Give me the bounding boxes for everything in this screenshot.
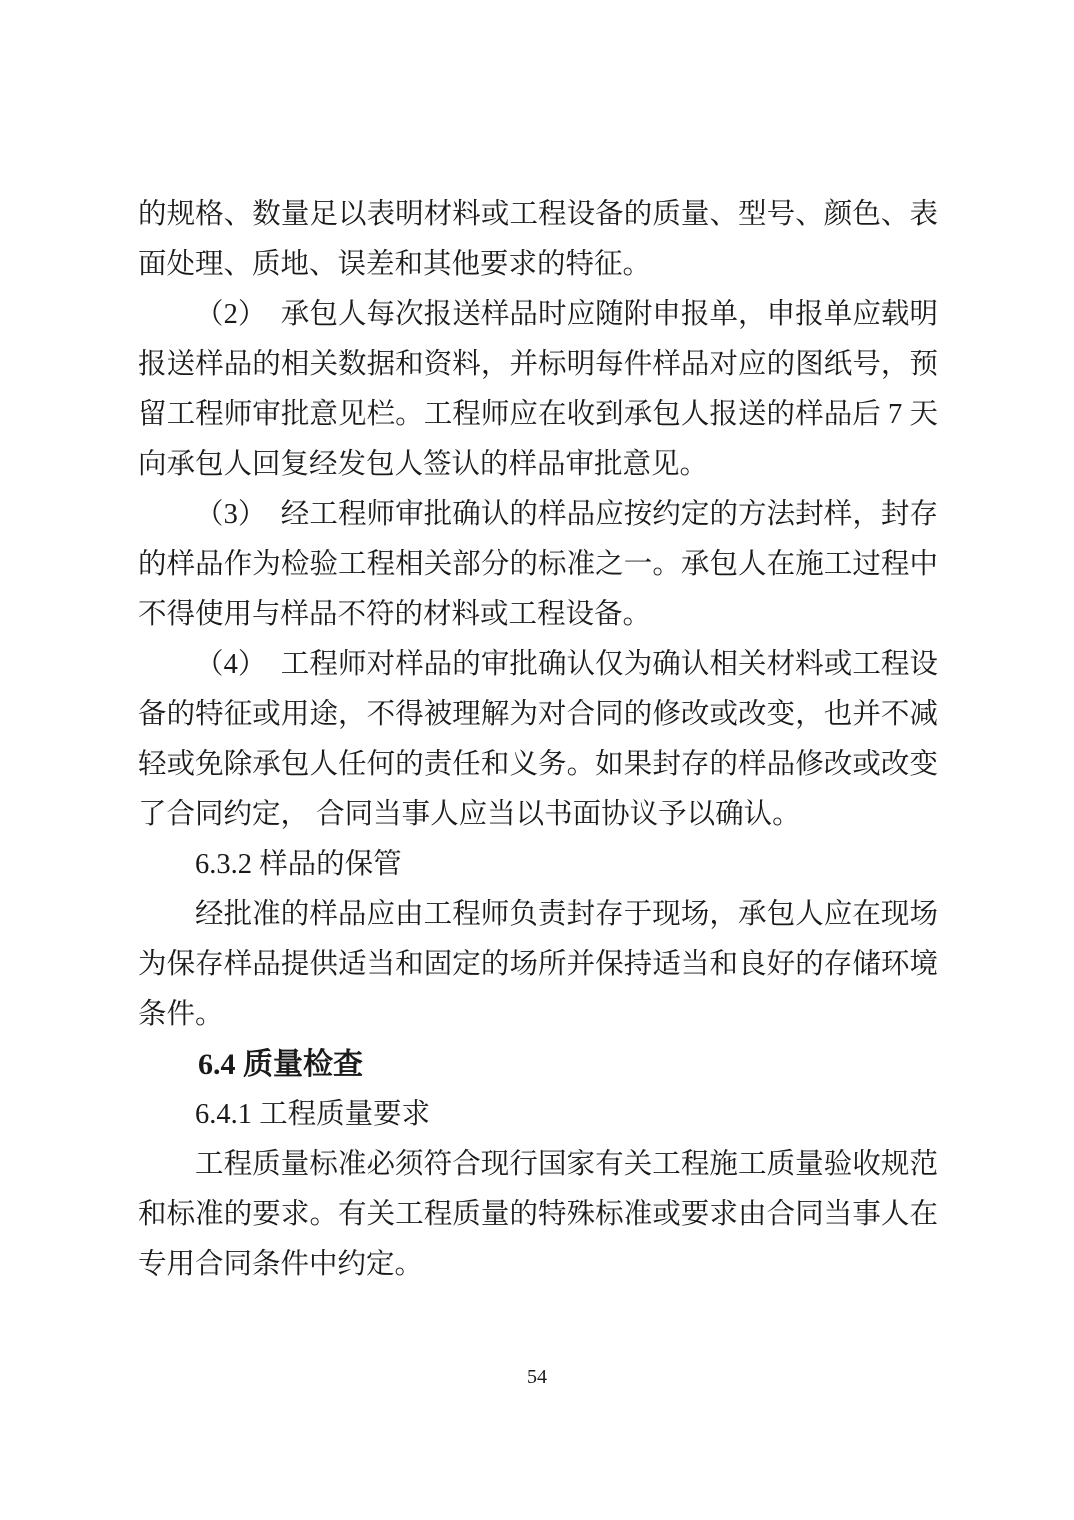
paragraph-item-2-sample-declaration: （2） 承包人每次报送样品时应随附申报单，申报单应载明报送样品的相关数据和资料，并标明每件样品对应的图纸号，预留工程师审批意见栏。工程师应在收到承包人报送的样品后 7 天向承包人回复经发包人签认的样品审批意见。 bbox=[138, 299, 938, 480]
paragraph-specs-continuation: 的规格、数量足以表明材料或工程设备的质量、型号、颜色、表面处理、质地、误差和其他要求的特征。 bbox=[138, 199, 938, 280]
page-number: 54 bbox=[527, 1366, 547, 1388]
paragraph-item-3-sample-sealing: （3） 经工程师审批确认的样品应按约定的方法封样，封存的样品作为检验工程相关部分的标准之一。承包人在施工过程中不得使用与样品不符的材料或工程设备。 bbox=[138, 499, 938, 630]
paragraph-quality-standard: 工程质量标准必须符合现行国家有关工程施工质量验收规范和标准的要求。有关工程质量的特殊标准或要求由合同当事人在专用合同条件中约定。 bbox=[138, 1149, 938, 1280]
paragraph-sample-storage: 经批准的样品应由工程师负责封存于现场，承包人应在现场为保存样品提供适当和固定的场所并保持适当和良好的存储环境条件。 bbox=[138, 899, 938, 1030]
document-body bbox=[138, 190, 938, 1290]
section-heading-6-4-1: 6.4.1 工程质量要求 bbox=[195, 1099, 431, 1130]
paragraph-item-4-sample-approval: （4） 工程师对样品的审批确认仅为确认相关材料或工程设备的特征或用途，不得被理解为对合同的修改或改变，也并不减轻或免除承包人任何的责任和义务。如果封存的样品修改或改变了合同约定， 合同当事人应当以书面协议予以确认。 bbox=[138, 649, 938, 830]
section-heading-6-4: 6.4 质量检查 bbox=[198, 1048, 363, 1081]
section-heading-6-3-2: 6.3.2 样品的保管 bbox=[195, 849, 402, 880]
